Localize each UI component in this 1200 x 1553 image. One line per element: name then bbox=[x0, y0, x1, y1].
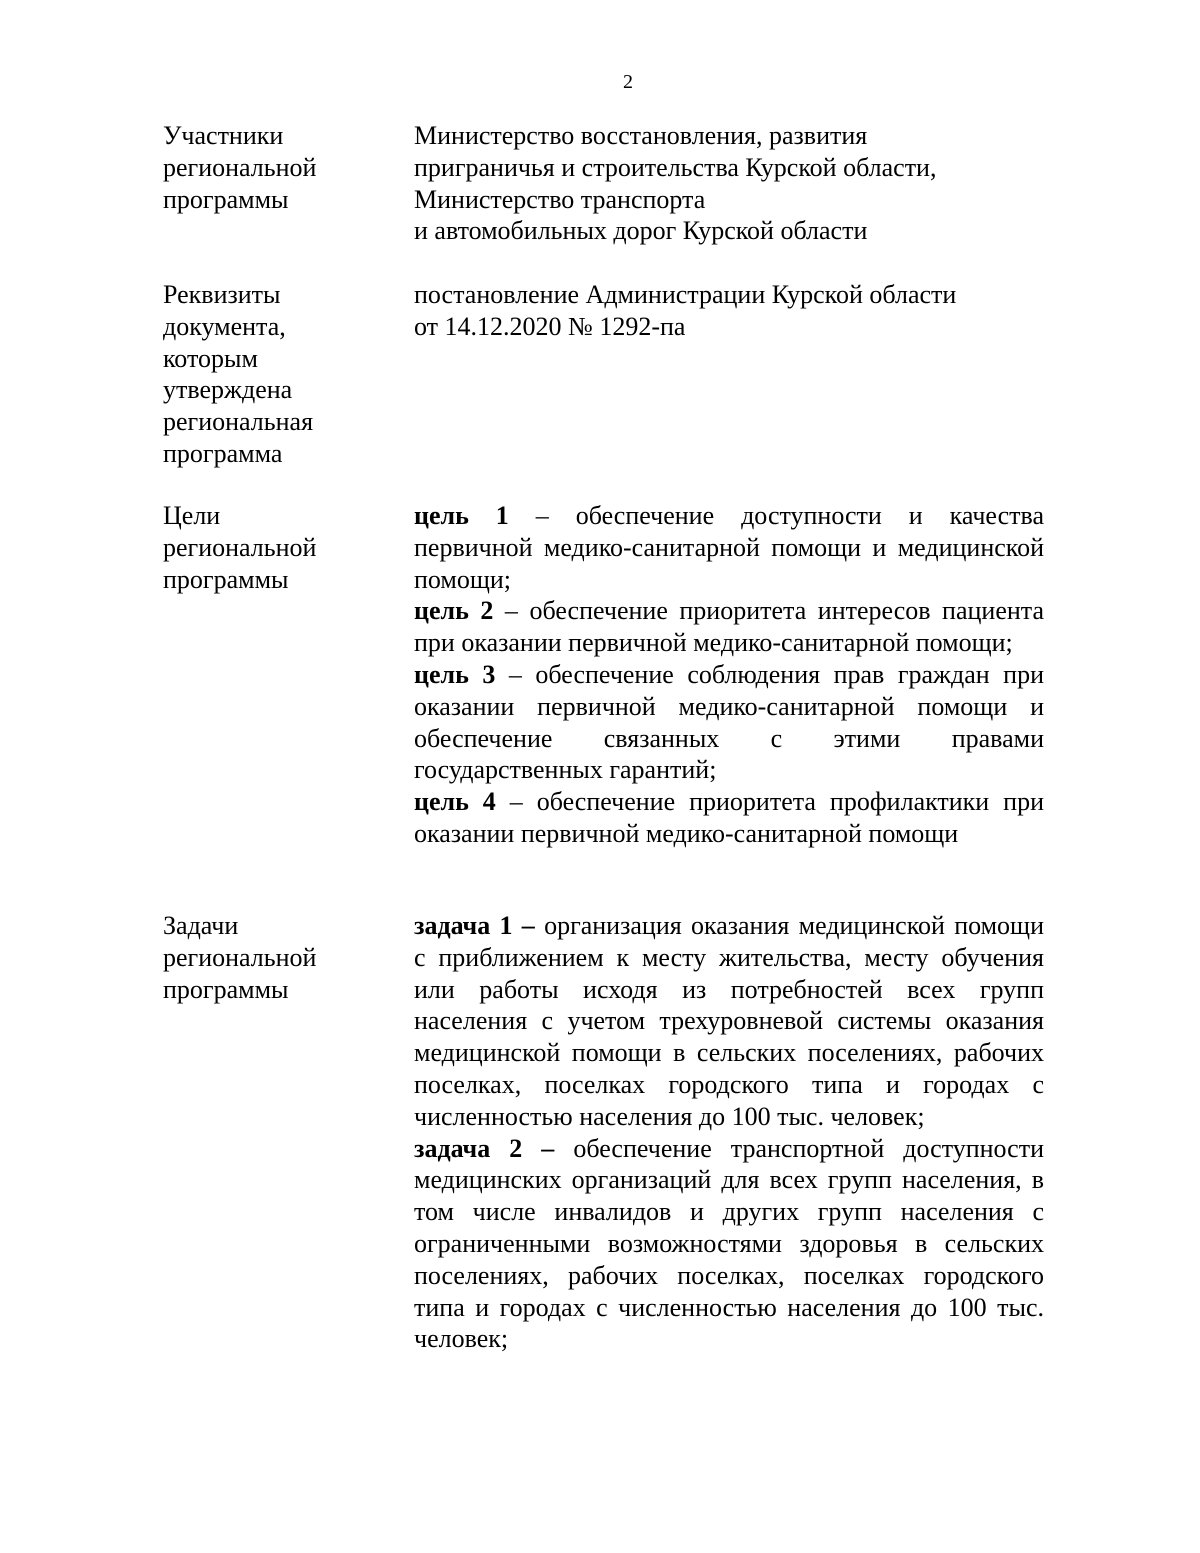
label-line: региональной bbox=[163, 152, 317, 182]
goal-text: – обеспечение соблюдения прав граждан при оказании первичной медико-санитарной помощи и обеспечение связанных с этими правами государственных гарантий; bbox=[414, 659, 1045, 785]
goal-term: цель 3 bbox=[414, 659, 496, 689]
section-content bbox=[414, 279, 1044, 343]
label-line: Задачи bbox=[163, 911, 239, 940]
label-line: региональная bbox=[163, 407, 314, 437]
task-item bbox=[414, 1133, 1044, 1356]
section-label bbox=[163, 500, 383, 595]
label-line: региональной bbox=[163, 532, 317, 562]
content-line: приграничья и строительства Курской области, bbox=[414, 152, 937, 182]
section-label bbox=[163, 910, 383, 1005]
content-line: постановление Администрации Курской области bbox=[414, 280, 957, 309]
task-term: задача 2 – bbox=[414, 1133, 555, 1163]
goal-term: цель 2 bbox=[414, 596, 494, 626]
goal-item bbox=[414, 595, 1044, 659]
label-line: Участники bbox=[163, 121, 284, 150]
label-line: программы bbox=[163, 974, 289, 1004]
label-line: Цели bbox=[163, 501, 221, 530]
section-content bbox=[414, 910, 1044, 1355]
content-line: Министерство восстановления, развития bbox=[414, 121, 868, 150]
goal-term: цель 1 bbox=[414, 501, 509, 530]
page-number: 2 bbox=[623, 71, 633, 93]
label-line: которым bbox=[163, 343, 258, 373]
label-line: программы bbox=[163, 564, 289, 594]
label-line: утверждена bbox=[163, 375, 293, 405]
task-item bbox=[414, 910, 1044, 1133]
content-line: и автомобильных дорог Курской области bbox=[414, 216, 868, 246]
section-label bbox=[163, 279, 383, 470]
section-content bbox=[414, 120, 1044, 247]
goal-text: – обеспечение приоритета профилактики при оказании первичной медико-санитарной помощи bbox=[414, 787, 1045, 848]
label-line: документа, bbox=[163, 311, 286, 341]
task-text: обеспечение транспортной доступности медицинских организаций для всех групп населения, в том числе инвалидов и других групп населения с ограниченными возможностями здоровья в сельских поселениях, рабочих поселках, поселках городского типа и городах с численностью населения до 100 тыс. человек; bbox=[414, 1133, 1045, 1354]
label-line: региональной bbox=[163, 942, 317, 972]
section-label bbox=[163, 120, 383, 215]
task-term: задача 1 – bbox=[414, 911, 535, 940]
goal-item bbox=[414, 659, 1044, 786]
goal-text: – обеспечение доступности и качества первичной медико-санитарной помощи и медицинской помощи; bbox=[414, 501, 1044, 594]
goal-item bbox=[414, 786, 1044, 850]
label-line: Реквизиты bbox=[163, 280, 281, 309]
section-content bbox=[414, 500, 1044, 850]
goal-term: цель 4 bbox=[414, 787, 496, 817]
goal-text: – обеспечение приоритета интересов пациента при оказании первичной медико-санитарной помощи; bbox=[414, 596, 1044, 658]
task-text: организация оказания медицинской помощи с приближением к месту жительства, месту обучения или работы исходя из потребностей всех групп населения с учетом трехуровневой системы оказания медицинской помощи в сельских поселениях, рабочих поселках, поселках городского типа и городах с численностью населения до 100 тыс. человек; bbox=[414, 911, 1044, 1131]
content-line: от 14.12.2020 № 1292-па bbox=[414, 311, 686, 341]
label-line: программы bbox=[163, 184, 289, 214]
content-line: Министерство транспорта bbox=[414, 184, 706, 214]
goal-item bbox=[414, 500, 1044, 595]
label-line: программа bbox=[163, 438, 283, 468]
